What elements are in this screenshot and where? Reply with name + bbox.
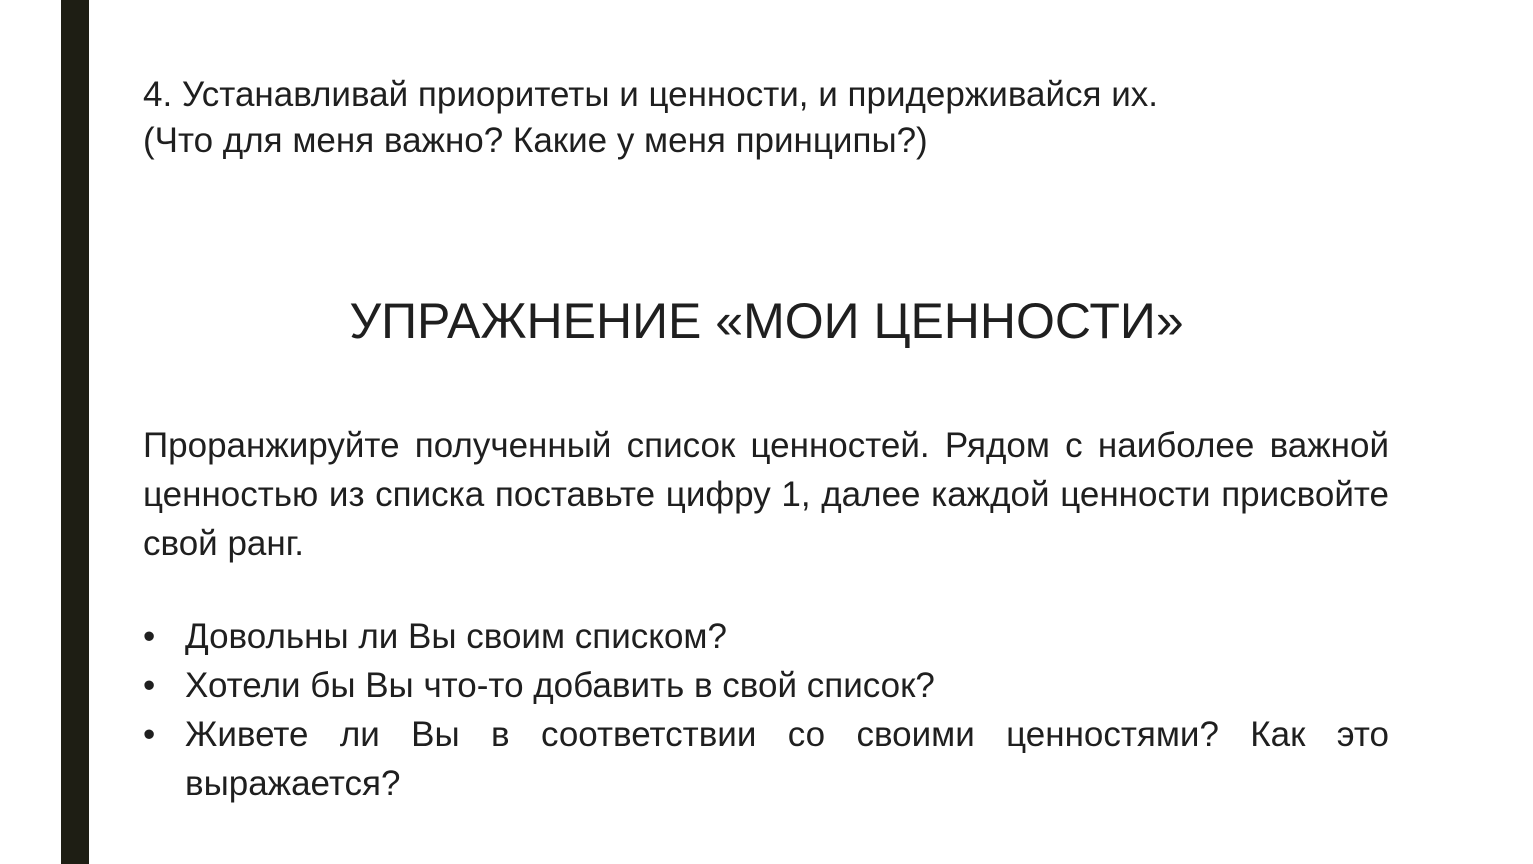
principle-subheading: (Что для меня важно? Какие у меня принципы?) — [143, 121, 928, 160]
list-item — [143, 710, 1389, 808]
list-item — [143, 661, 1389, 710]
exercise-title: УПРАЖНЕНИЕ «МОИ ЦЕННОСТИ» — [349, 293, 1184, 349]
principle-heading: 4. Устанавливай приоритеты и ценности, и придерживайся их. — [143, 75, 1158, 114]
instruction-block — [143, 421, 1389, 568]
question-list — [143, 612, 1389, 808]
bullet-icon: • — [143, 715, 156, 754]
intro-block — [143, 72, 1393, 164]
bullet-icon: • — [143, 617, 156, 656]
accent-bar — [61, 0, 89, 864]
question-text: Хотели бы Вы что-то добавить в свой список? — [185, 666, 935, 705]
question-text: Довольны ли Вы своим списком? — [185, 617, 727, 656]
instruction-text: Проранжируйте полученный список ценностей. Рядом с наиболее важной ценностью из списка поставьте цифру 1, далее каждой ценности присвойте свой ранг. — [143, 426, 1389, 563]
bullet-icon: • — [143, 666, 156, 705]
question-text: Живете ли Вы в соответствии со своими ценностями? Как это выражается? — [185, 715, 1389, 803]
list-item — [143, 612, 1389, 661]
